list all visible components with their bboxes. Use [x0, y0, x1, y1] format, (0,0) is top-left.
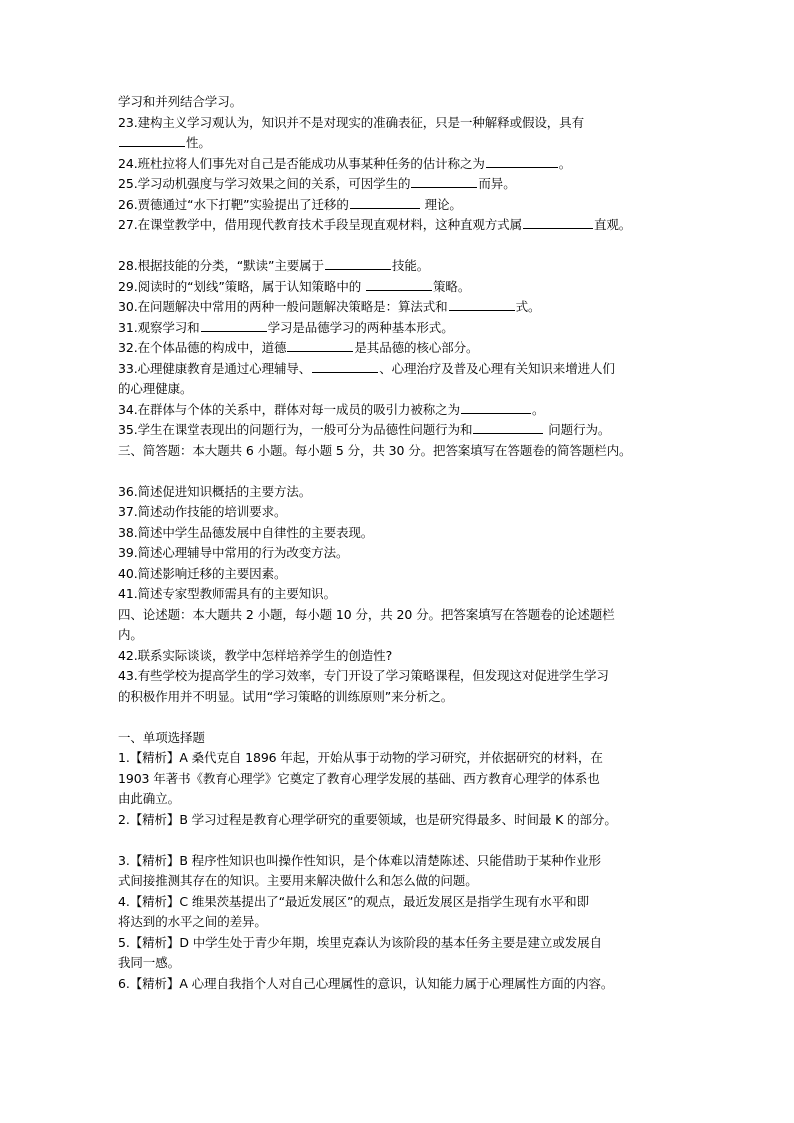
question-24: 24.班杜拉将人们事先对自己是否能成功从事某种任务的估计称之为 。	[118, 155, 572, 171]
question-39: 39.简述心理辅导中常用的行为改变方法。	[118, 545, 349, 560]
section-heading-3: 三、简答题：本大题共 6 小题。每小题 5 分，共 30 分。把答案填写在答题卷的简答题栏内。	[118, 442, 632, 458]
answer-3: 3.【精析】B 程序性知识也叫操作性知识，是个体难以清楚陈述、只能借助于某种作业形	[118, 852, 601, 868]
document-body	[118, 92, 688, 994]
question-43: 43.有些学校为提高学生的学习效率，专门开设了学习策略课程，但发现这对促进学生学习	[118, 668, 609, 683]
section-heading-1: 一、单项选择题	[118, 729, 205, 745]
question-43-cont: 的积极作用并不明显。试用“学习策略的训练原则”来分析之。	[118, 688, 454, 704]
answer-blank	[287, 339, 353, 352]
question-38: 38.简述中学生品德发展中自律性的主要表现。	[118, 524, 374, 540]
question-33: 33.心理健康教育是通过心理辅导、 、心理治疗及普及心理有关知识来增进人们	[118, 360, 615, 376]
question-27: 27.在课堂教学中，借用现代教育技术手段呈现直观材料，这种直观方式属 直观。	[118, 217, 632, 232]
question-34: 34.在群体与个体的关系中，群体对每一成员的吸引力被称之为 。	[118, 401, 545, 417]
answer-4: 4.【精析】C 维果茨基提出了“最近发展区”的观点，最近发展区是指学生现有水平和即	[118, 893, 589, 909]
question-32: 32.在个体品德的构成中，道德 是其品德的核心部分。	[118, 340, 479, 355]
question-29: 29.阅读时的“划线”策略，属于认知策略中的 策略。	[118, 278, 471, 294]
answer-6: 6.【精析】A 心理自我指个人对自己心理属性的意识，认知能力属于心理属性方面的内容。	[118, 975, 614, 991]
answer-blank	[461, 401, 531, 414]
text-line: 学习和并列结合学习。	[118, 94, 243, 109]
section-heading-4-cont: 内。	[118, 627, 143, 642]
question-28: 28.根据技能的分类，“默读”主要属于 技能。	[118, 258, 430, 273]
question-35: 35.学生在课堂表现出的问题行为，一般可分为品德性问题行为和 问题行为。	[118, 422, 611, 437]
question-25: 25.学习动机强度与学习效果之间的关系，可因学生的 而异。	[118, 176, 516, 191]
spacer	[118, 830, 688, 851]
question-41: 41.简述专家型教师需具有的主要知识。	[118, 586, 336, 601]
answer-1-cont: 由此确立。	[118, 791, 181, 806]
question-33-cont: 的心理健康。	[118, 381, 193, 396]
question-23-cont: 性。	[118, 133, 688, 154]
answer-1-cont: 1903 年著书《教育心理学》它奠定了教育心理学发展的基础、西方教育心理学的体系也	[118, 770, 600, 786]
answer-blank	[312, 360, 378, 373]
answer-5: 5.【精析】D 中学生处于青少年期，埃里克森认为该阶段的基本任务主要是建立或发展自	[118, 934, 602, 950]
answer-5-cont: 我同一感。	[118, 955, 181, 970]
answer-blank	[473, 421, 543, 434]
question-30: 30.在问题解决中常用的两种一般问题解决策略是：算法式和 式。	[118, 299, 541, 314]
section-heading-4: 四、论述题：本大题共 2 小题，每小题 10 分，共 20 分。把答案填写在答题卷的论述题栏	[118, 606, 615, 622]
answer-blank	[201, 319, 267, 332]
question-42: 42.联系实际谈谈，教学中怎样培养学生的创造性?	[118, 647, 393, 663]
answer-blank	[325, 257, 391, 270]
answer-blank	[119, 134, 185, 147]
answer-blank	[486, 155, 558, 168]
answer-blank	[366, 278, 432, 291]
answer-2: 2.【精析】B 学习过程是教育心理学研究的重要领域，也是研究得最多、时间最 K 的部分。	[118, 811, 617, 827]
spacer	[118, 236, 688, 257]
answer-blank	[523, 216, 593, 229]
question-37: 37.简述动作技能的培训要求。	[118, 504, 287, 519]
question-31: 31.观察学习和 学习是品德学习的两种基本形式。	[118, 319, 454, 335]
question-36: 36.简述促进知识概括的主要方法。	[118, 483, 312, 499]
answer-blank	[350, 196, 420, 209]
question-40: 40.简述影响迁移的主要因素。	[118, 565, 287, 581]
question-23: 23.建构主义学习观认为，知识并不是对现实的准确表征，只是一种解释或假设，具有	[118, 114, 584, 130]
answer-4-cont: 将达到的水平之间的差异。	[118, 914, 267, 929]
spacer	[118, 707, 688, 728]
answer-blank	[411, 175, 477, 188]
question-26: 26.贾德通过“水下打靶”实验提出了迁移的 理论。	[118, 196, 462, 212]
spacer	[118, 461, 688, 482]
answer-blank	[449, 298, 515, 311]
answer-3-cont: 式间接推测其存在的知识。主要用来解决做什么和怎么做的问题。	[118, 873, 478, 888]
answer-1: 1.【精析】A 桑代克自 1896 年起，开始从事于动物的学习研究，并依据研究的材料，在	[118, 750, 603, 765]
